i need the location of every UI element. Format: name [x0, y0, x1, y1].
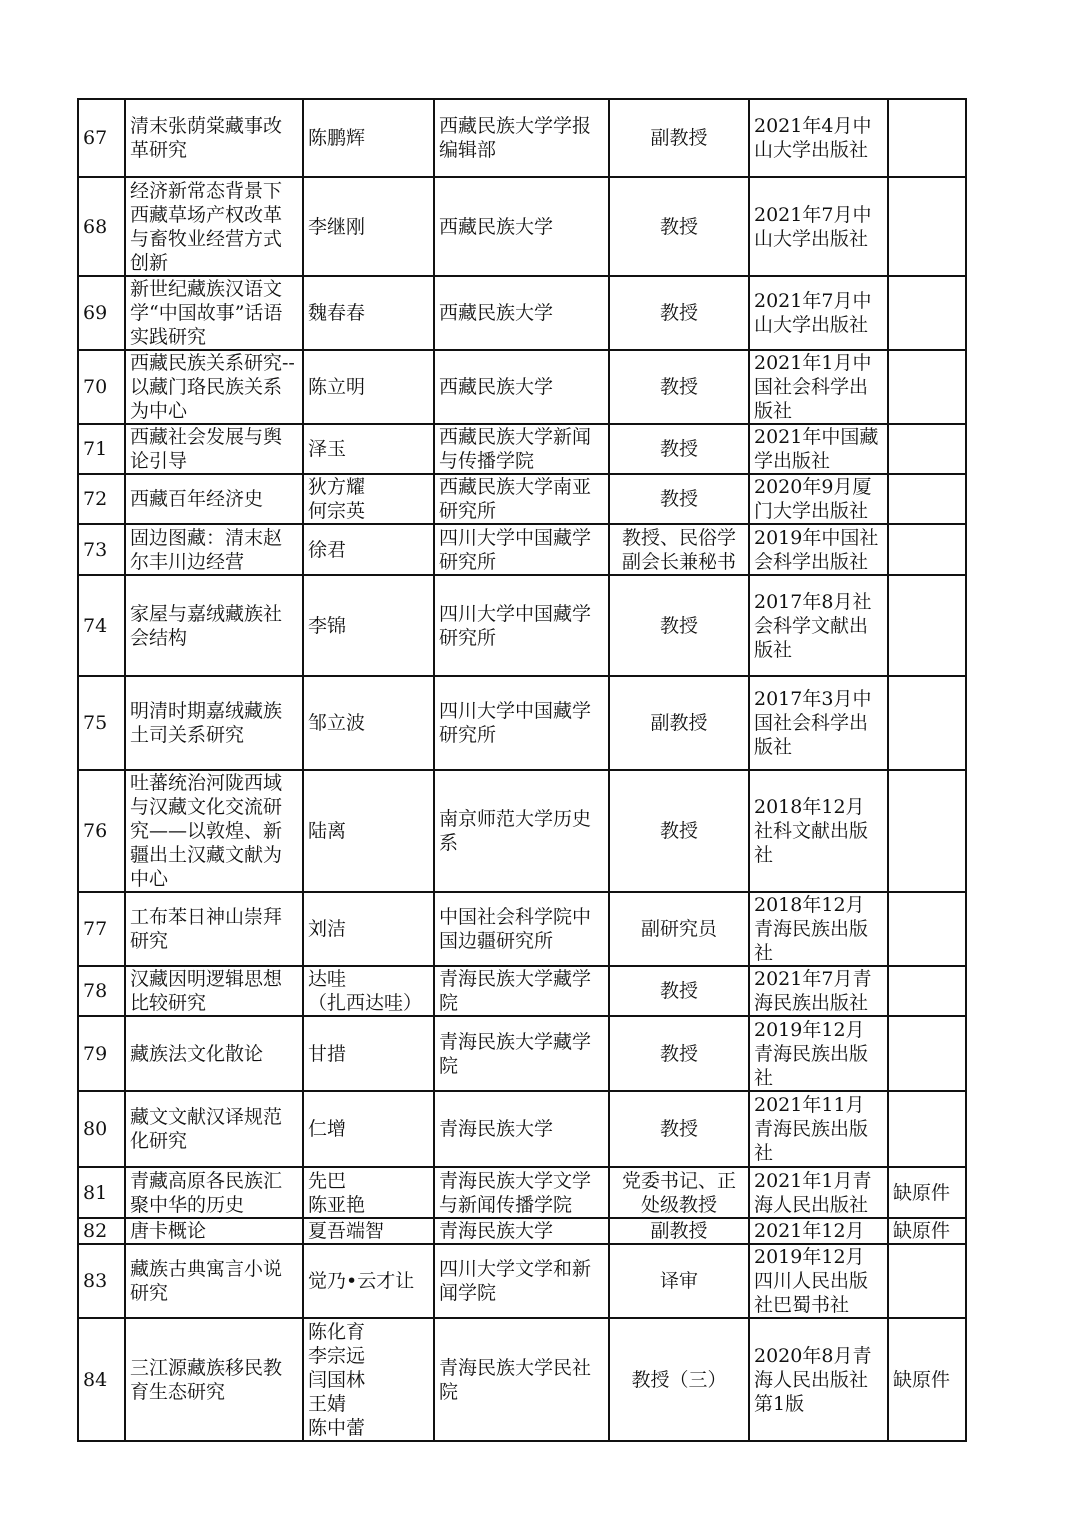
- author: [303, 350, 434, 424]
- remark: [888, 892, 966, 966]
- title-rank-line: 译审: [659, 1270, 698, 1292]
- table-row: [78, 892, 966, 966]
- table-row: [78, 350, 966, 424]
- remark: [888, 350, 966, 424]
- title-rank: [609, 177, 749, 276]
- remark: 缺原件: [888, 1167, 966, 1218]
- table-row: [78, 1218, 966, 1244]
- book-title: 清末张荫棠藏事改革研究: [125, 99, 303, 177]
- row-number: 71: [78, 424, 125, 474]
- book-title: 唐卡概论: [125, 1218, 303, 1244]
- book-title: 吐蕃统治河陇西域与汉藏文化交流研究——以敦煌、新疆出土汉藏文献为中心: [125, 770, 303, 892]
- title-rank-line: 教授: [659, 1042, 698, 1065]
- title-rank: [609, 892, 749, 966]
- table-row: [78, 1318, 966, 1441]
- affiliation: 四川大学中国藏学研究所: [434, 575, 609, 676]
- book-title: 明清时期嘉绒藏族土司关系研究: [125, 676, 303, 770]
- title-rank: [609, 770, 749, 892]
- author-line: 陈化育: [308, 1320, 366, 1343]
- table-row: [78, 575, 966, 676]
- author-line: 仁增: [308, 1118, 347, 1140]
- title-rank: [609, 676, 749, 770]
- book-title: 新世纪藏族汉语文学“中国故事”话语实践研究: [125, 276, 303, 350]
- title-rank-line: 副会长兼秘书: [621, 550, 736, 573]
- author: [303, 1091, 434, 1167]
- title-rank-line: 教授: [659, 302, 698, 324]
- remark: [888, 966, 966, 1016]
- author-line: 先巴: [308, 1169, 347, 1192]
- author: [303, 524, 434, 575]
- title-rank: [609, 350, 749, 424]
- affiliation: 青海民族大学民社院: [434, 1318, 609, 1441]
- remark: [888, 1244, 966, 1318]
- table-body: [78, 99, 966, 1441]
- table-row: [78, 770, 966, 892]
- table-row: [78, 966, 966, 1016]
- table-row: [78, 177, 966, 276]
- author-line: 陈亚艳: [308, 1193, 366, 1216]
- author: [303, 966, 434, 1016]
- title-rank: [609, 474, 749, 524]
- title-rank-line: 教授（三）: [631, 1368, 727, 1391]
- book-title: 汉藏因明逻辑思想比较研究: [125, 966, 303, 1016]
- book-title: 家屋与嘉绒藏族社会结构: [125, 575, 303, 676]
- table-row: [78, 676, 966, 770]
- remark: [888, 177, 966, 276]
- author-line: 邹立波: [308, 712, 366, 734]
- table-row: [78, 99, 966, 177]
- affiliation: 青海民族大学: [434, 1218, 609, 1244]
- remark: [888, 99, 966, 177]
- row-number: 74: [78, 575, 125, 676]
- row-number: 84: [78, 1318, 125, 1441]
- title-rank-line: 副教授: [650, 127, 708, 149]
- row-number: 79: [78, 1016, 125, 1091]
- title-rank-line: 副教授: [650, 712, 708, 734]
- affiliation: 青海民族大学: [434, 1091, 609, 1167]
- author: [303, 770, 434, 892]
- remark: [888, 1091, 966, 1167]
- author-line: 闫国林: [308, 1368, 366, 1391]
- author-line: 狄方耀: [308, 476, 366, 498]
- publisher: 2021年中国藏学出版社: [749, 424, 888, 474]
- author: [303, 892, 434, 966]
- title-rank-line: 教授、民俗学: [621, 526, 736, 549]
- title-rank: [609, 575, 749, 676]
- author-line: 陈鹏辉: [308, 127, 366, 149]
- author-line: 李继刚: [308, 215, 366, 238]
- remark: [888, 770, 966, 892]
- author: [303, 424, 434, 474]
- table-row: [78, 524, 966, 575]
- remark: [888, 424, 966, 474]
- book-title: 青藏高原各民族汇聚中华的历史: [125, 1167, 303, 1218]
- book-title: 固边图藏：清末赵尔丰川边经营: [125, 524, 303, 575]
- title-rank: [609, 966, 749, 1016]
- book-title: 西藏百年经济史: [125, 474, 303, 524]
- row-number: 82: [78, 1218, 125, 1244]
- book-title: 西藏民族关系研究--以藏门珞民族关系为中心: [125, 350, 303, 424]
- title-rank-line: 副教授: [650, 1220, 708, 1242]
- row-number: 76: [78, 770, 125, 892]
- title-rank-line: 教授: [659, 215, 698, 238]
- affiliation: 四川大学中国藏学研究所: [434, 676, 609, 770]
- remark: [888, 524, 966, 575]
- affiliation: 西藏民族大学南亚研究所: [434, 474, 609, 524]
- title-rank-line: 教授: [659, 488, 698, 510]
- title-rank: [609, 99, 749, 177]
- author: [303, 1244, 434, 1318]
- row-number: 73: [78, 524, 125, 575]
- row-number: 67: [78, 99, 125, 177]
- author-line: 李锦: [308, 614, 347, 637]
- publisher: 2020年9月厦门大学出版社: [749, 474, 888, 524]
- affiliation: 西藏民族大学: [434, 276, 609, 350]
- author-line: 何宗英: [308, 500, 366, 522]
- author-line: （扎西达哇）: [308, 992, 423, 1014]
- book-title: 藏族古典寓言小说研究: [125, 1244, 303, 1318]
- remark: [888, 276, 966, 350]
- author-line: 泽玉: [308, 438, 347, 460]
- row-number: 80: [78, 1091, 125, 1167]
- publisher: 2018年12月青海民族出版社: [749, 892, 888, 966]
- author-line: 陈立明: [308, 376, 366, 398]
- row-number: 70: [78, 350, 125, 424]
- title-rank-line: 副研究员: [640, 918, 717, 940]
- affiliation: 青海民族大学藏学院: [434, 966, 609, 1016]
- table-row: [78, 1016, 966, 1091]
- book-title: 经济新常态背景下西藏草场产权改革与畜牧业经营方式创新: [125, 177, 303, 276]
- publisher: 2021年7月青海民族出版社: [749, 966, 888, 1016]
- remark: [888, 575, 966, 676]
- author: [303, 276, 434, 350]
- table-row: [78, 424, 966, 474]
- author-line: 李宗远: [308, 1344, 366, 1367]
- publisher: 2021年7月中山大学出版社: [749, 177, 888, 276]
- book-title: 藏文文献汉译规范化研究: [125, 1091, 303, 1167]
- row-number: 81: [78, 1167, 125, 1218]
- remark: [888, 474, 966, 524]
- publisher: 2021年11月青海民族出版社: [749, 1091, 888, 1167]
- publisher: 2021年7月中山大学出版社: [749, 276, 888, 350]
- publisher: 2019年中国社会科学出版社: [749, 524, 888, 575]
- publisher: 2017年8月社会科学文献出版社: [749, 575, 888, 676]
- author: [303, 1318, 434, 1441]
- book-title: 工布苯日神山崇拜研究: [125, 892, 303, 966]
- author-line: 夏吾端智: [308, 1220, 385, 1242]
- title-rank-line: 教授: [659, 820, 698, 842]
- remark: [888, 1016, 966, 1091]
- row-number: 77: [78, 892, 125, 966]
- author-line: 达哇: [308, 968, 347, 990]
- book-title: 西藏社会发展与舆论引导: [125, 424, 303, 474]
- title-rank: [609, 1016, 749, 1091]
- title-rank: [609, 524, 749, 575]
- author-line: 觉乃•云才让: [308, 1270, 415, 1292]
- affiliation: 四川大学文学和新闻学院: [434, 1244, 609, 1318]
- affiliation: 青海民族大学文学与新闻传播学院: [434, 1167, 609, 1218]
- table-row: [78, 1244, 966, 1318]
- publisher: 2017年3月中国社会科学出版社: [749, 676, 888, 770]
- row-number: 75: [78, 676, 125, 770]
- author: [303, 474, 434, 524]
- affiliation: 西藏民族大学: [434, 350, 609, 424]
- title-rank-line: 党委书记、正: [621, 1169, 736, 1192]
- publisher: 2021年12月: [749, 1218, 888, 1244]
- title-rank-line: 教授: [659, 438, 698, 460]
- book-title: 藏族法文化散论: [125, 1016, 303, 1091]
- publisher: 2021年1月中国社会科学出版社: [749, 350, 888, 424]
- affiliation: 青海民族大学藏学院: [434, 1016, 609, 1091]
- affiliation: 西藏民族大学: [434, 177, 609, 276]
- publisher: 2018年12月社科文献出版社: [749, 770, 888, 892]
- author-line: 甘措: [308, 1042, 347, 1065]
- author: [303, 676, 434, 770]
- table-row: [78, 276, 966, 350]
- author-line: 魏春春: [308, 302, 366, 324]
- row-number: 68: [78, 177, 125, 276]
- title-rank: [609, 1091, 749, 1167]
- author-line: 陈中蕾: [308, 1416, 366, 1439]
- title-rank-line: 处级教授: [640, 1193, 717, 1216]
- author: [303, 177, 434, 276]
- author-line: 王婧: [308, 1392, 347, 1415]
- remark: 缺原件: [888, 1218, 966, 1244]
- author: [303, 1016, 434, 1091]
- affiliation: 四川大学中国藏学研究所: [434, 524, 609, 575]
- publisher: 2020年8月青海人民出版社第1版: [749, 1318, 888, 1441]
- remark: 缺原件: [888, 1318, 966, 1441]
- title-rank: [609, 1218, 749, 1244]
- title-rank-line: 教授: [659, 980, 698, 1002]
- title-rank: [609, 1244, 749, 1318]
- author: [303, 1167, 434, 1218]
- publisher: 2021年4月中山大学出版社: [749, 99, 888, 177]
- author-line: 刘洁: [308, 918, 347, 940]
- author: [303, 1218, 434, 1244]
- affiliation: 西藏民族大学新闻与传播学院: [434, 424, 609, 474]
- row-number: 72: [78, 474, 125, 524]
- row-number: 83: [78, 1244, 125, 1318]
- row-number: 69: [78, 276, 125, 350]
- publisher: 2019年12月四川人民出版社巴蜀书社: [749, 1244, 888, 1318]
- publisher: 2019年12月青海民族出版社: [749, 1016, 888, 1091]
- row-number: 78: [78, 966, 125, 1016]
- author-line: 陆离: [308, 820, 347, 842]
- book-table: [77, 98, 967, 1442]
- remark: [888, 676, 966, 770]
- title-rank-line: 教授: [659, 614, 698, 637]
- author: [303, 575, 434, 676]
- title-rank-line: 教授: [659, 376, 698, 398]
- title-rank-line: 教授: [659, 1118, 698, 1140]
- title-rank: [609, 276, 749, 350]
- affiliation: 南京师范大学历史系: [434, 770, 609, 892]
- book-title: 三江源藏族移民教育生态研究: [125, 1318, 303, 1441]
- title-rank: [609, 1167, 749, 1218]
- author: [303, 99, 434, 177]
- title-rank: [609, 1318, 749, 1441]
- table-row: [78, 1091, 966, 1167]
- author-line: 徐君: [308, 538, 347, 561]
- title-rank: [609, 424, 749, 474]
- publisher: 2021年1月青海人民出版社: [749, 1167, 888, 1218]
- affiliation: 西藏民族大学学报编辑部: [434, 99, 609, 177]
- table-row: [78, 1167, 966, 1218]
- table-row: [78, 474, 966, 524]
- affiliation: 中国社会科学院中国边疆研究所: [434, 892, 609, 966]
